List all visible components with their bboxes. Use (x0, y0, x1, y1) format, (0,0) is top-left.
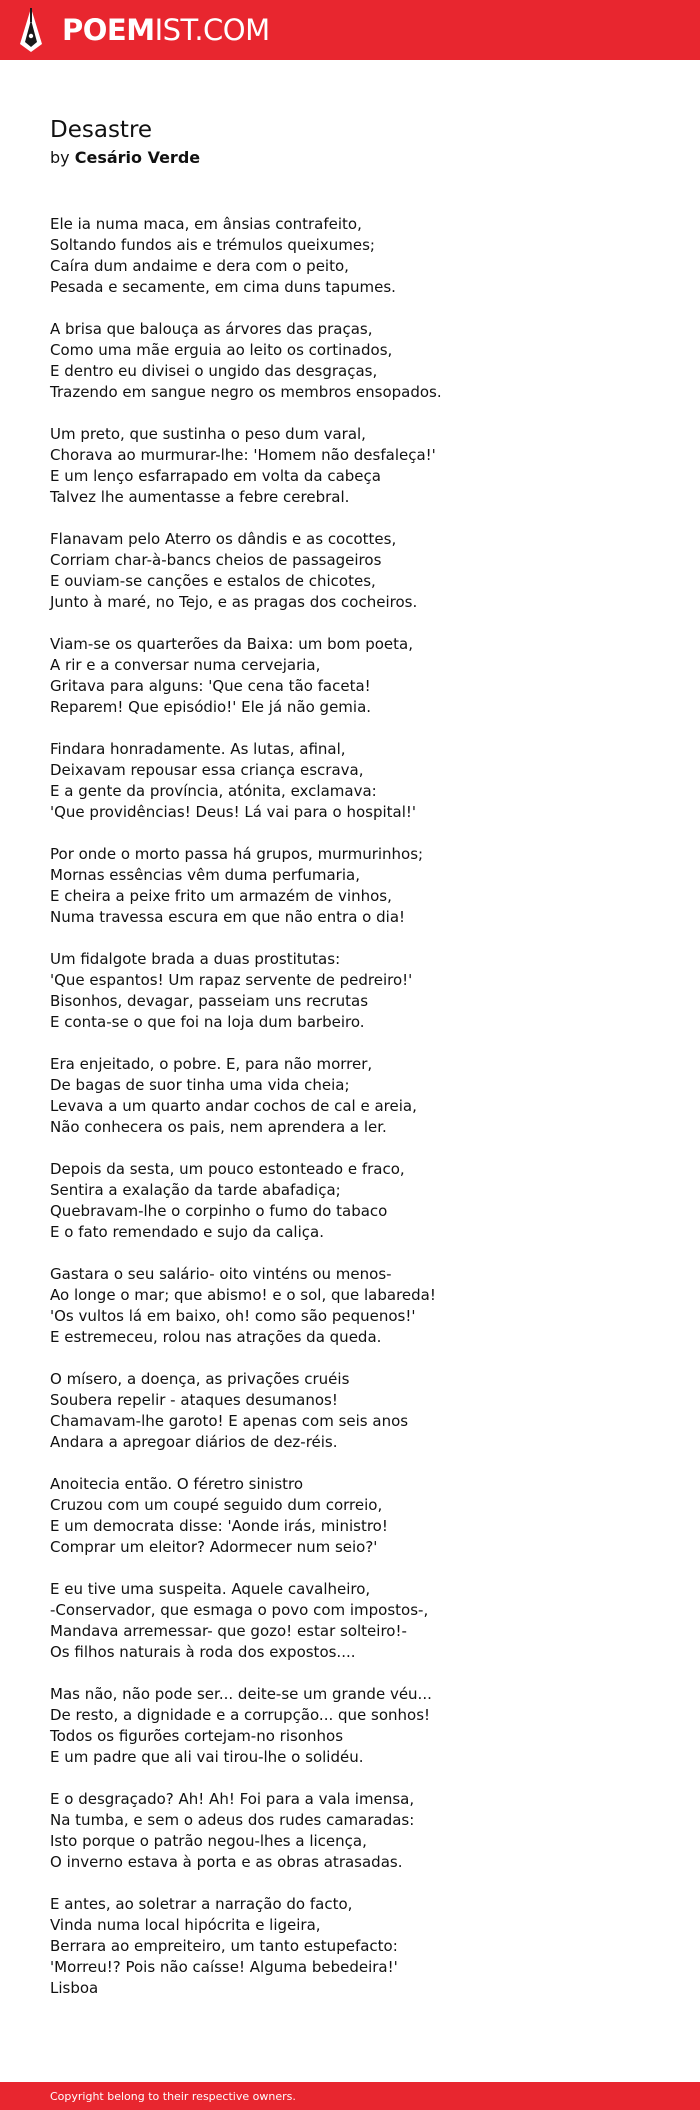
poem-line: O inverno estava à porta e as obras atrasadas. (50, 1853, 403, 1871)
poem-line: Soubera repelir - ataques desumanos! (50, 1391, 338, 1409)
poem-line: Talvez lhe aumentasse a febre cerebral. (50, 488, 350, 506)
poem-line: Vinda numa local hipócrita e ligeira, (50, 1916, 321, 1934)
site-logo-link[interactable] (62, 12, 270, 47)
stanza (50, 529, 650, 613)
poem-line: E dentro eu divisei o ungido das desgraças, (50, 362, 378, 380)
site-footer (0, 2082, 700, 2110)
stanza (50, 319, 650, 403)
poem-line: E eu tive uma suspeita. Aquele cavalheiro, (50, 1580, 371, 1598)
poem-line: Quebravam-lhe o corpinho o fumo do tabaco (50, 1202, 388, 1220)
poem-line: Deixavam repousar essa criança escrava, (50, 761, 364, 779)
poem-line: Todos os figurões cortejam-no risonhos (50, 1727, 344, 1745)
poem-line: Mornas essências vêm duma perfumaria, (50, 866, 360, 884)
poem-line: Mandava arremessar- que gozo! estar solteiro!- (50, 1622, 407, 1640)
poem-container (50, 114, 650, 2020)
stanza (50, 739, 650, 823)
poem-line: Levava a um quarto andar cochos de cal e areia, (50, 1097, 417, 1115)
poem-line: E um lenço esfarrapado em volta da cabeça (50, 467, 381, 485)
poem-line: Anoitecia então. O féretro sinistro (50, 1475, 304, 1493)
poem-line: Comprar um eleitor? Adormecer num seio?' (50, 1538, 378, 1556)
poem-line: A brisa que balouça as árvores das praças, (50, 320, 373, 338)
stanza (50, 1579, 650, 1663)
poem-line: E ouviam-se canções e estalos de chicotes, (50, 572, 376, 590)
poem-line: Reparem! Que episódio!' Ele já não gemia. (50, 698, 372, 716)
poem-line: Findara honradamente. As lutas, afinal, (50, 740, 346, 758)
pen-nib-logo-icon[interactable] (18, 6, 44, 54)
poem-line: Pesada e secamente, em cima duns tapumes. (50, 278, 396, 296)
poem-line: E o fato remendado e sujo da caliça. (50, 1223, 324, 1241)
stanza (50, 1789, 650, 1873)
logo-text-light: IST.COM (154, 12, 270, 47)
poem-title: Desastre (50, 117, 153, 143)
poem-line: Não conhecera os pais, nem aprendera a ler. (50, 1118, 387, 1136)
poem-line: 'Os vultos lá em baixo, oh! como são pequenos!' (50, 1307, 416, 1325)
stanza (50, 424, 650, 508)
poem-line: Mas não, não pode ser... deite-se um grande véu... (50, 1685, 432, 1703)
author-name: Cesário Verde (74, 148, 201, 167)
poem-line: Bisonhos, devagar, passeiam uns recrutas (50, 992, 369, 1010)
poem-line: Ele ia numa maca, em ânsias contrafeito, (50, 215, 362, 233)
poem-line: Isto porque o patrão negou-lhes a licença, (50, 1832, 367, 1850)
poem-line: Trazendo em sangue negro os membros ensopados. (50, 383, 442, 401)
poem-line: Soltando fundos ais e trémulos queixumes; (50, 236, 375, 254)
by-label: by (50, 148, 70, 167)
stanza (50, 634, 650, 718)
poem-line: E antes, ao soletrar a narração do facto, (50, 1895, 353, 1913)
poem-line: Gastara o seu salário- oito vinténs ou menos- (50, 1265, 392, 1283)
poem-line: Viam-se os quarterões da Baixa: um bom poeta, (50, 635, 413, 653)
poem-line: Lisboa (50, 1979, 99, 1997)
poem-line: Depois da sesta, um pouco estonteado e fraco, (50, 1160, 405, 1178)
poem-line: Cruzou com um coupé seguido dum correio, (50, 1496, 383, 1514)
poem-line: Os filhos naturais à roda dos expostos.... (50, 1643, 356, 1661)
poem-line: Chorava ao murmurar-lhe: 'Homem não desfaleça!' (50, 446, 436, 464)
poem-line: Na tumba, e sem o adeus dos rudes camaradas: (50, 1811, 415, 1829)
stanza (50, 1054, 650, 1138)
poem-line: Um fidalgote brada a duas prostitutas: (50, 950, 341, 968)
site-header (0, 0, 700, 60)
poem-line: Um preto, que sustinha o peso dum varal, (50, 425, 366, 443)
copyright-text: Copyright belong to their respective owners. (50, 2089, 296, 2103)
poem-line: Flanavam pelo Aterro os dândis e as cocottes, (50, 530, 397, 548)
poem-line: Caíra dum andaime e dera com o peito, (50, 257, 349, 275)
poem-line: Como uma mãe erguia ao leito os cortinados, (50, 341, 393, 359)
poem-line: 'Que espantos! Um rapaz servente de pedreiro!' (50, 971, 413, 989)
poem-line: 'Morreu!? Pois não caísse! Alguma bebedeira!' (50, 1958, 398, 1976)
poem-line: E um padre que ali vai tirou-lhe o solidéu. (50, 1748, 364, 1766)
poem-line: E conta-se o que foi na loja dum barbeiro. (50, 1013, 365, 1031)
poem-line: E a gente da província, atónita, exclamava: (50, 782, 377, 800)
stanza (50, 949, 650, 1033)
poem-line: Junto à maré, no Tejo, e as pragas dos cocheiros. (50, 593, 418, 611)
poem-body (50, 214, 650, 1999)
poem-line: 'Que providências! Deus! Lá vai para o hospital!' (50, 803, 417, 821)
poem-byline (50, 146, 650, 170)
stanza (50, 214, 650, 298)
poem-line: O mísero, a doença, as privações cruéis (50, 1370, 350, 1388)
logo-text-bold: POEM (62, 12, 155, 47)
stanza (50, 1894, 650, 1999)
poem-line: E estremeceu, rolou nas atrações da queda. (50, 1328, 382, 1346)
poem-line: Por onde o morto passa há grupos, murmurinhos; (50, 845, 424, 863)
poem-line: Gritava para alguns: 'Que cena tão faceta! (50, 677, 371, 695)
poem-line: Era enjeitado, o pobre. E, para não morrer, (50, 1055, 373, 1073)
poem-line: -Conservador, que esmaga o povo com impostos-, (50, 1601, 429, 1619)
poem-line: Sentira a exalação da tarde abafadiça; (50, 1181, 341, 1199)
poem-line: Corriam char-à-bancs cheios de passageiros (50, 551, 382, 569)
poem-line: Chamavam-lhe garoto! E apenas com seis anos (50, 1412, 409, 1430)
stanza (50, 1369, 650, 1453)
poem-line: De resto, a dignidade e a corrupção... que sonhos! (50, 1706, 431, 1724)
stanza (50, 1684, 650, 1768)
stanza (50, 1474, 650, 1558)
stanza (50, 1264, 650, 1348)
poem-line: E um democrata disse: 'Aonde irás, ministro! (50, 1517, 388, 1535)
poem-line: E cheira a peixe frito um armazém de vinhos, (50, 887, 392, 905)
poem-line: Ao longe o mar; que abismo! e o sol, que labareda! (50, 1286, 436, 1304)
poem-line: Numa travessa escura em que não entra o dia! (50, 908, 406, 926)
stanza (50, 1159, 650, 1243)
poem-line: E o desgraçado? Ah! Ah! Foi para a vala imensa, (50, 1790, 415, 1808)
poem-line: A rir e a conversar numa cervejaria, (50, 656, 321, 674)
poem-line: Berrara ao empreiteiro, um tanto estupefacto: (50, 1937, 398, 1955)
poem-line: De bagas de suor tinha uma vida cheia; (50, 1076, 350, 1094)
stanza (50, 844, 650, 928)
poem-line: Andara a apregoar diários de dez-réis. (50, 1433, 338, 1451)
